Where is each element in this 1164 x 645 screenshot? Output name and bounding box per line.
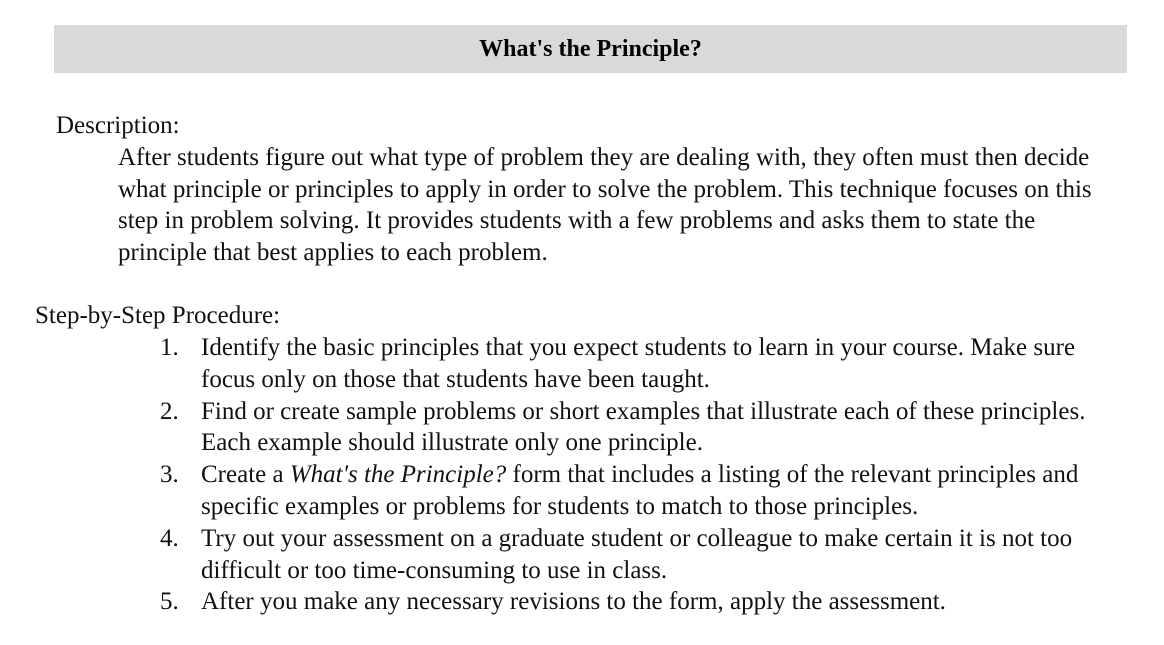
description-label: Description:	[56, 112, 180, 139]
step-item-3	[160, 459, 1135, 523]
step-text: Identify the basic principles that you expect students to learn in your course. Make sure focus only on those that students have been taught.	[201, 334, 1076, 393]
step-text	[201, 459, 1135, 523]
step-number: 3.	[160, 461, 179, 489]
form-name-italic: What's the Principle?	[289, 461, 507, 489]
step-number: 1.	[160, 334, 179, 361]
description-text: After students figure out what type of problem they are dealing with, they often must then decide what principle or principles to apply in order to solve the problem. This technique focuses on this step in problem solving. It provides students with a few problems and asks them to state the principle that best applies to each problem.	[118, 144, 1092, 266]
step-text: Find or create sample problems or short examples that illustrate each of these principles. Each example should illustrate only one principle.	[201, 397, 1086, 457]
title-banner	[54, 25, 1127, 73]
step-text: Try out your assessment on a graduate student or colleague to make certain it is not too difficult or too time-consuming to use in class.	[201, 524, 1073, 584]
procedure-label: Step-by-Step Procedure:	[35, 302, 281, 329]
page-title: What's the Principle?	[479, 35, 702, 62]
step-item-5	[160, 586, 1135, 618]
step-number: 4.	[160, 524, 179, 552]
step-item-2	[160, 396, 1135, 460]
step-text-after: form that includes a listing of the relevant principles and specific examples or problems for students to match to those principles.	[201, 461, 1079, 520]
step-item-4	[160, 523, 1135, 587]
step-item-1	[160, 332, 1135, 396]
step-text: After you make any necessary revisions to the form, apply the assessment.	[201, 588, 946, 616]
procedure-steps-list	[160, 332, 1135, 618]
step-number: 2.	[160, 397, 179, 425]
step-text-before: Create a	[201, 461, 290, 489]
step-number: 5.	[160, 588, 179, 616]
